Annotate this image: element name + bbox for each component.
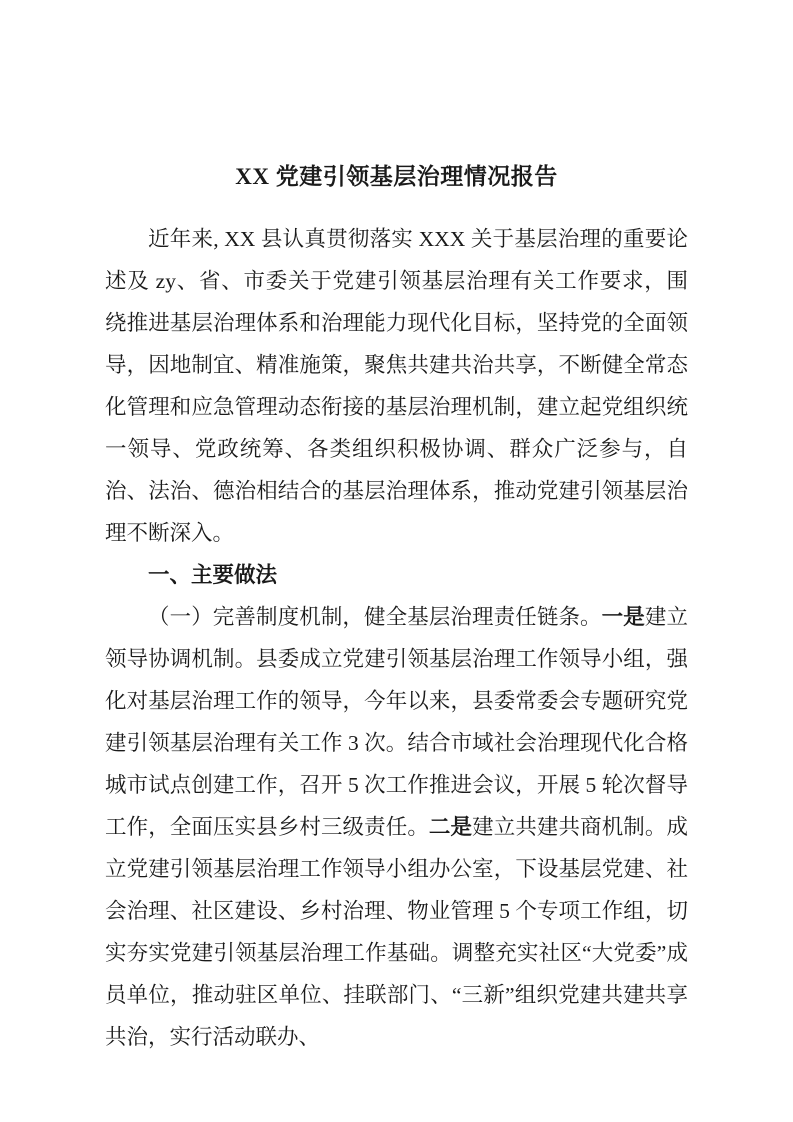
paragraph-intro (105, 218, 688, 554)
document-title: XX 党建引领基层治理情况报告 (235, 164, 558, 189)
text-run: 建立共建共商机制。成立党建引领基层治理工作领导小组办公室，下设基层党建、社会治理、社区建设、乡村治理、物业管理 5 个专项工作组，切实夯实党建引领基层治理工作基础。调整充实社区“大党委”成员单位，推动驻区单位、挂联部门、“三新”组织党建共建共享共治，实行活动联办、 (105, 815, 688, 1049)
text-run: 近年来, XX 县认真贯彻落实 XXX 关于基层治理的重要论述及 zy、省、市委关于党建引领基层治理有关工作要求，围绕推进基层治理体系和治理能力现代化目标，坚持党的全面领导，因地制宜、精准施策，聚焦共建共治共享，不断健全常态化管理和应急管理动态衔接的基层治理机制，建立起党组织统一领导、党政统筹、各类组织积极协调、群众广泛参与，自治、法治、德治相结合的基层治理体系，推动党建引领基层治理不断深入。 (105, 227, 688, 545)
emphasis-run: 一是 (601, 605, 645, 629)
text-run: （一）完善制度机制，健全基层治理责任链条。 (148, 605, 602, 629)
section-heading-main-practices: 一、主要做法 (148, 563, 278, 587)
emphasis-run: 二是 (428, 815, 473, 839)
text-run: 建立领导协调机制。县委成立党建引领基层治理工作领导小组，强化对基层治理工作的领导，今年以来，县委常委会专题研究党建引领基层治理有关工作 3 次。结合市域社会治理现代化合格城市试点创建工作，召开 5 次工作推进会议，开展 5 轮次督导工作，全面压实县乡村三级责任。 (105, 605, 688, 839)
paragraph-section-1 (105, 596, 688, 1058)
